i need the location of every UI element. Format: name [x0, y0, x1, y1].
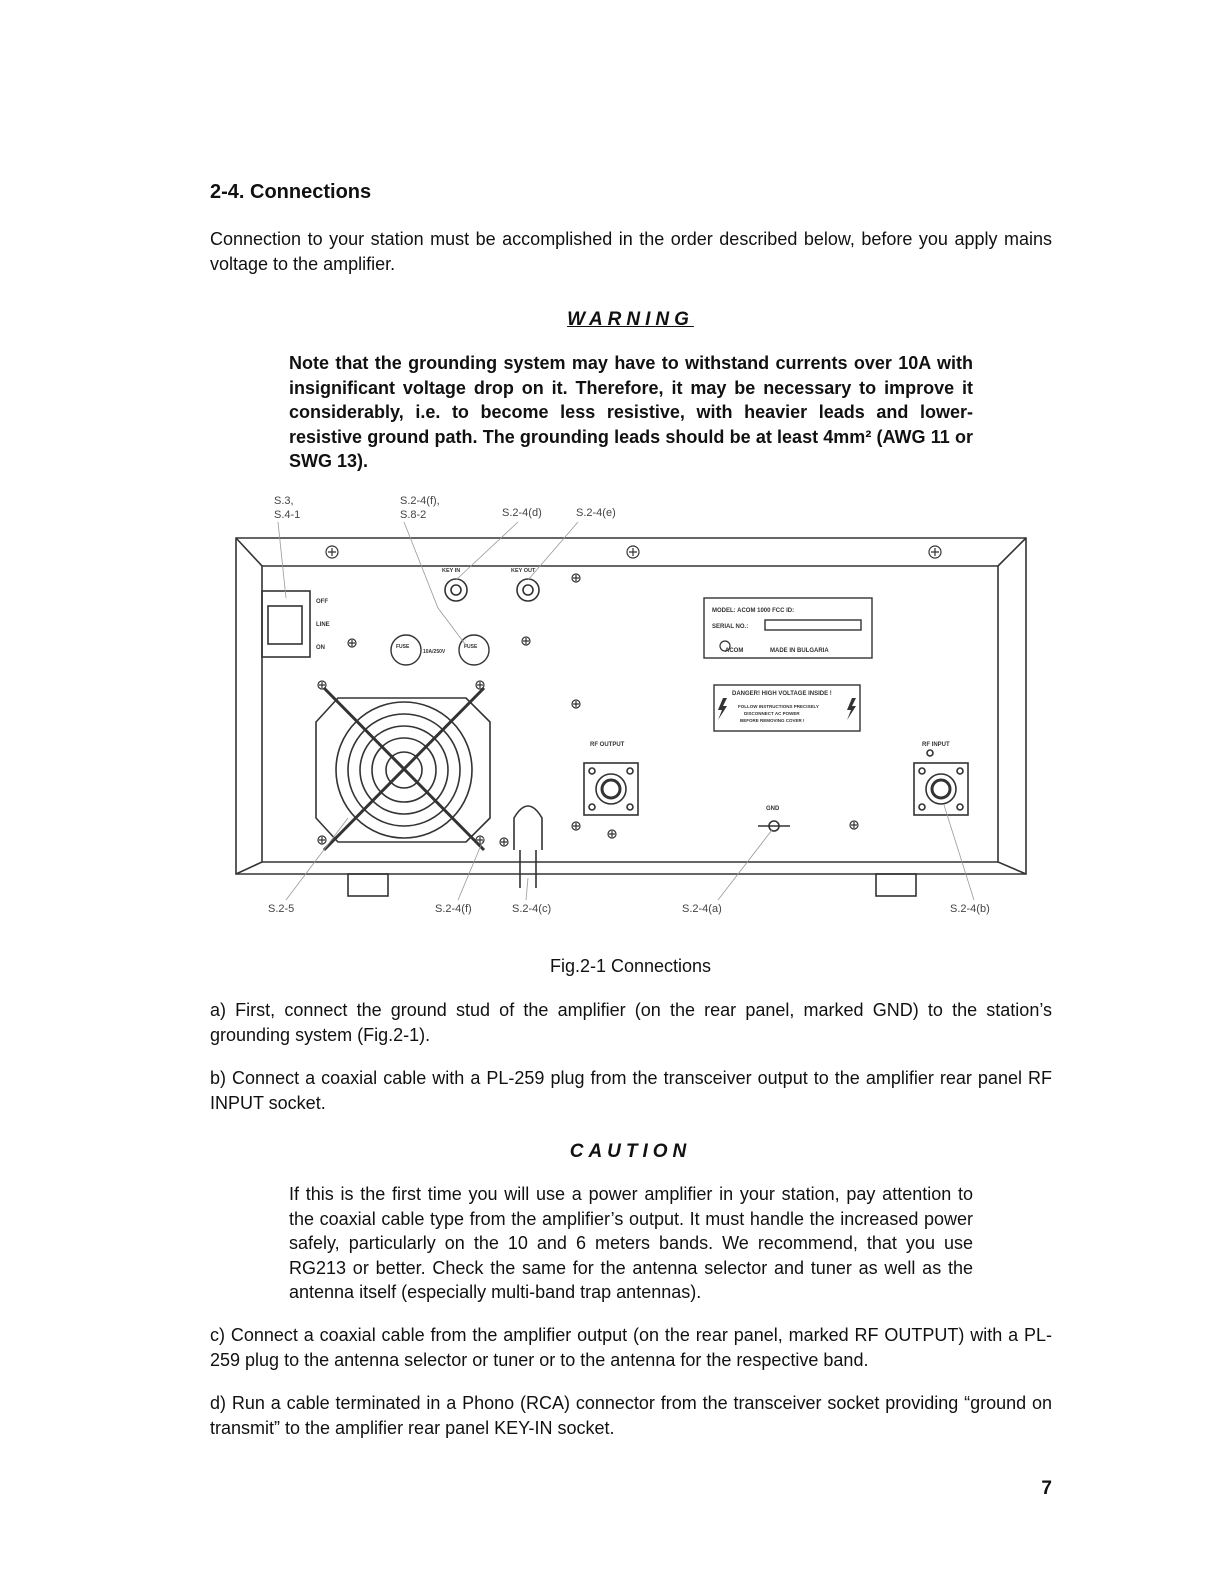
caution-title: CAUTION — [569, 1141, 692, 1162]
screws — [326, 546, 941, 846]
fuse-right-label: FUSE — [464, 644, 478, 650]
section-heading: 2-4. Connections — [210, 181, 372, 203]
panel-left-bevel — [236, 538, 262, 874]
step-b: b) Connect a coaxial cable with a PL-259 plug from the transceiver output to the amplifier rear panel RF INPUT socket. — [210, 1068, 1052, 1113]
fuse-left-label: FUSE — [396, 644, 410, 650]
lightning-icons — [718, 698, 856, 720]
intro-paragraph: Connection to your station must be accomplished in the order described below, before you apply mains voltage to the amplifier. — [210, 229, 1052, 274]
key-in-label: KEY IN — [442, 568, 461, 574]
power-switch — [268, 606, 302, 644]
callout-s2-4e: S.2-4(e) — [576, 507, 616, 519]
switch-on-label: ON — [316, 645, 325, 651]
caution-text: If this is the first time you will use a power amplifier in your station, pay attention to the coaxial cable type from the amplifier’s output. It must handle the increased power safely, particularly on the 10 and 6 meters bands. We recommend, that you use RG213 or better. Check the same for the antenna selector and tuner as well as the antenna itself (especially multi-band trap antennas). — [289, 1184, 973, 1302]
danger-title-text: DANGER! HIGH VOLTAGE INSIDE ! — [732, 691, 832, 697]
page-number: 7 — [1041, 1478, 1052, 1499]
callout-s2-4f-top: S.2-4(f), — [400, 495, 440, 507]
fuse-right — [459, 635, 489, 665]
fuse-left — [391, 635, 421, 665]
rf-output-label: RF OUTPUT — [590, 742, 625, 748]
callout-s2-5: S.2-5 — [268, 903, 295, 915]
right-foot — [876, 874, 916, 896]
callout-s2-4f-bottom: S.2-4(f) — [435, 903, 472, 915]
rf-input-label: RF INPUT — [922, 742, 950, 748]
callout-leaders — [278, 522, 974, 900]
lightning-icon-left — [718, 698, 727, 720]
warning-text: Note that the grounding system may have to withstand currents over 10A with insignificant voltage drop on it. Therefore, it may be necessary to improve it considerably, i.e. to become less resistive, with heavier leads and lower-resistive ground path. The grounding leads should be at least 4mm² (AWG 11 or SWG 13). — [289, 353, 973, 471]
warning-title: WARNING — [567, 309, 694, 330]
key-out-label: KEY OUT — [511, 568, 536, 574]
model-text: MODEL: ACOM 1000 FCC ID: — [712, 608, 795, 614]
rear-panel-figure — [228, 488, 1038, 928]
rf-input-socket — [914, 750, 968, 815]
danger-line1-text: FOLLOW INSTRUCTIONS PRECISELY — [738, 704, 819, 709]
callout-s2-4d: S.2-4(d) — [502, 507, 542, 519]
fuse-rating-label: 10A/250V — [423, 649, 446, 655]
danger-line3-text: BEFORE REMOVING COVER ! — [740, 718, 805, 723]
callout-s2-4a: S.2-4(a) — [682, 903, 722, 915]
callout-s4-1: S.4-1 — [274, 509, 301, 521]
callout-s2-4c: S.2-4(c) — [512, 903, 552, 915]
brand-text: ACOM — [725, 648, 744, 654]
gnd-label: GND — [766, 806, 780, 812]
step-a: a) First, connect the ground stud of the amplifier (on the rear panel, marked GND) to the station’s grounding system (Fig.2-1). — [210, 1000, 1052, 1045]
step-c: c) Connect a coaxial cable from the amplifier output (on the rear panel, marked RF OUTPUT) with a PL-259 plug to the antenna selector or tuner or to the antenna for the respective band. — [210, 1325, 1052, 1370]
key-in-jack — [445, 579, 467, 601]
callout-s3: S.3, — [274, 495, 294, 507]
lightning-icon-right — [847, 698, 856, 720]
callout-s2-4b: S.2-4(b) — [950, 903, 990, 915]
panel-outer-frame — [236, 538, 1026, 874]
step-d: d) Run a cable terminated in a Phono (RCA) connector from the transceiver socket providing “ground on transmit” to the amplifier rear panel KEY-IN socket. — [210, 1393, 1052, 1438]
figure-caption: Fig.2-1 Connections — [549, 956, 712, 976]
switch-line-label: LINE — [316, 622, 330, 628]
callout-s8-2: S.8-2 — [400, 509, 427, 521]
key-out-jack — [517, 579, 539, 601]
serial-box — [765, 620, 861, 630]
switch-off-label: OFF — [316, 599, 328, 605]
serial-text: SERIAL NO.: — [712, 624, 749, 630]
left-foot — [348, 874, 388, 896]
panel-right-bevel — [998, 538, 1026, 874]
gnd-stud — [758, 821, 790, 831]
danger-line2-text: DISCONNECT AC POWER — [744, 711, 800, 716]
made-in-text: MADE IN BULGARIA — [770, 648, 829, 654]
power-cord — [514, 806, 542, 888]
rf-output-socket — [584, 763, 638, 815]
